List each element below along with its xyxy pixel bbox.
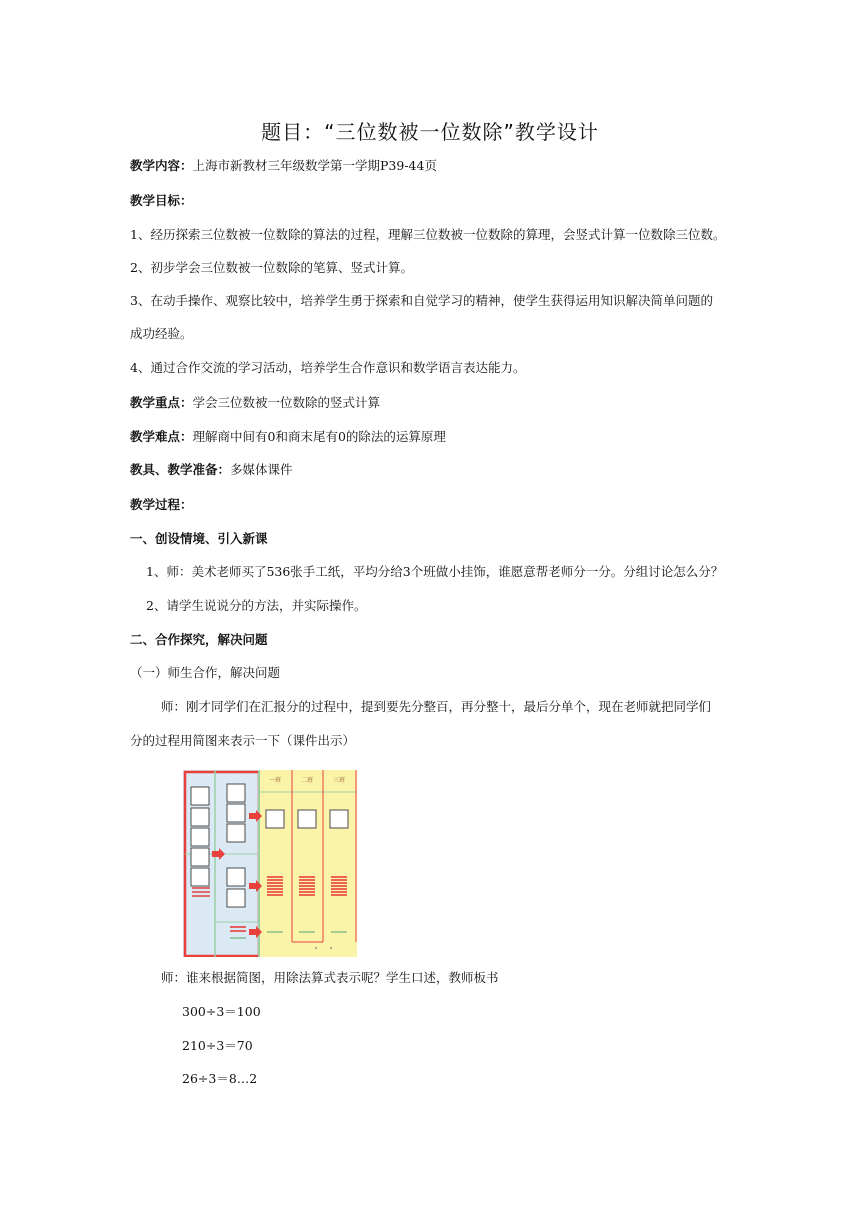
difficulty-text: 理解商中间有0和商末尾有0的除法的运算原理 xyxy=(192,429,446,444)
equation-3: 26÷3＝8…2 xyxy=(182,1071,258,1086)
goal-item-4: 4、通过合作交流的学习活动，培养学生合作意识和数学语言表达能力。 xyxy=(130,360,526,375)
process-heading: 教学过程： xyxy=(130,497,193,512)
key-point-text: 学会三位数被一位数除的竖式计算 xyxy=(192,395,381,410)
column-label-1: 一班 xyxy=(268,777,282,784)
section1-heading: 一、创设情境、引入新课 xyxy=(130,531,268,546)
tools-line xyxy=(130,461,293,479)
column-label-3: 三班 xyxy=(332,777,346,784)
section2-heading: 二、合作探究，解决问题 xyxy=(130,632,268,647)
goal-item-2: 2、初步学会三位数被一位数除的笔算、竖式计算。 xyxy=(130,260,413,275)
section1-item-1: 1、师：美术老师买了536张手工纸，平均分给3个班做小挂饰，谁愿意帮老师分一分。分组讨论怎么分？ xyxy=(146,564,724,579)
division-diagram xyxy=(183,770,357,957)
content-text: 上海市新教材三年级数学第一学期P39-44页 xyxy=(192,158,437,173)
section1-item-2: 2、请学生说说分的方法，并实际操作。 xyxy=(146,598,367,613)
tools-label: 教具、教学准备： xyxy=(130,462,231,477)
section2-sub1: （一）师生合作，解决问题 xyxy=(130,665,281,680)
difficulty-line xyxy=(130,428,446,446)
document-title: 题目：“三位数被一位数除”教学设计 xyxy=(261,120,599,144)
difficulty-label: 教学难点： xyxy=(130,429,193,444)
goals-heading: 教学目标： xyxy=(130,193,193,208)
goal-item-3: 3、在动手操作、观察比较中，培养学生勇于探索和自觉学习的精神，使学生获得运用知识解决简单问题的 xyxy=(130,293,713,308)
equation-1: 300÷3＝100 xyxy=(182,1004,261,1019)
tools-text: 多媒体课件 xyxy=(230,462,293,477)
column-label-2: 二班 xyxy=(300,777,314,784)
section2-para-line2: 分的过程用简图来表示一下（课件出示） xyxy=(130,733,356,748)
content-label: 教学内容： xyxy=(130,158,193,173)
after-figure-text: 师：谁来根据简图，用除法算式表示呢？学生口述，教师板书 xyxy=(161,970,499,985)
content-line xyxy=(130,157,437,175)
section2-para-line1: 师：刚才同学们在汇报分的过程中，提到要先分整百，再分整十，最后分单个，现在老师就把同学们 xyxy=(161,699,712,714)
key-point-label: 教学重点： xyxy=(130,395,193,410)
goal-item-1: 1、经历探索三位数被一位数除的算法的过程，理解三位数被一位数除的算理，会竖式计算一位数除三位数。 xyxy=(130,227,726,242)
goal-item-3-cont: 成功经验。 xyxy=(130,326,193,341)
diagram-yellow-area xyxy=(259,770,357,957)
key-point-line xyxy=(130,394,380,412)
equation-2: 210÷3＝70 xyxy=(182,1038,253,1053)
